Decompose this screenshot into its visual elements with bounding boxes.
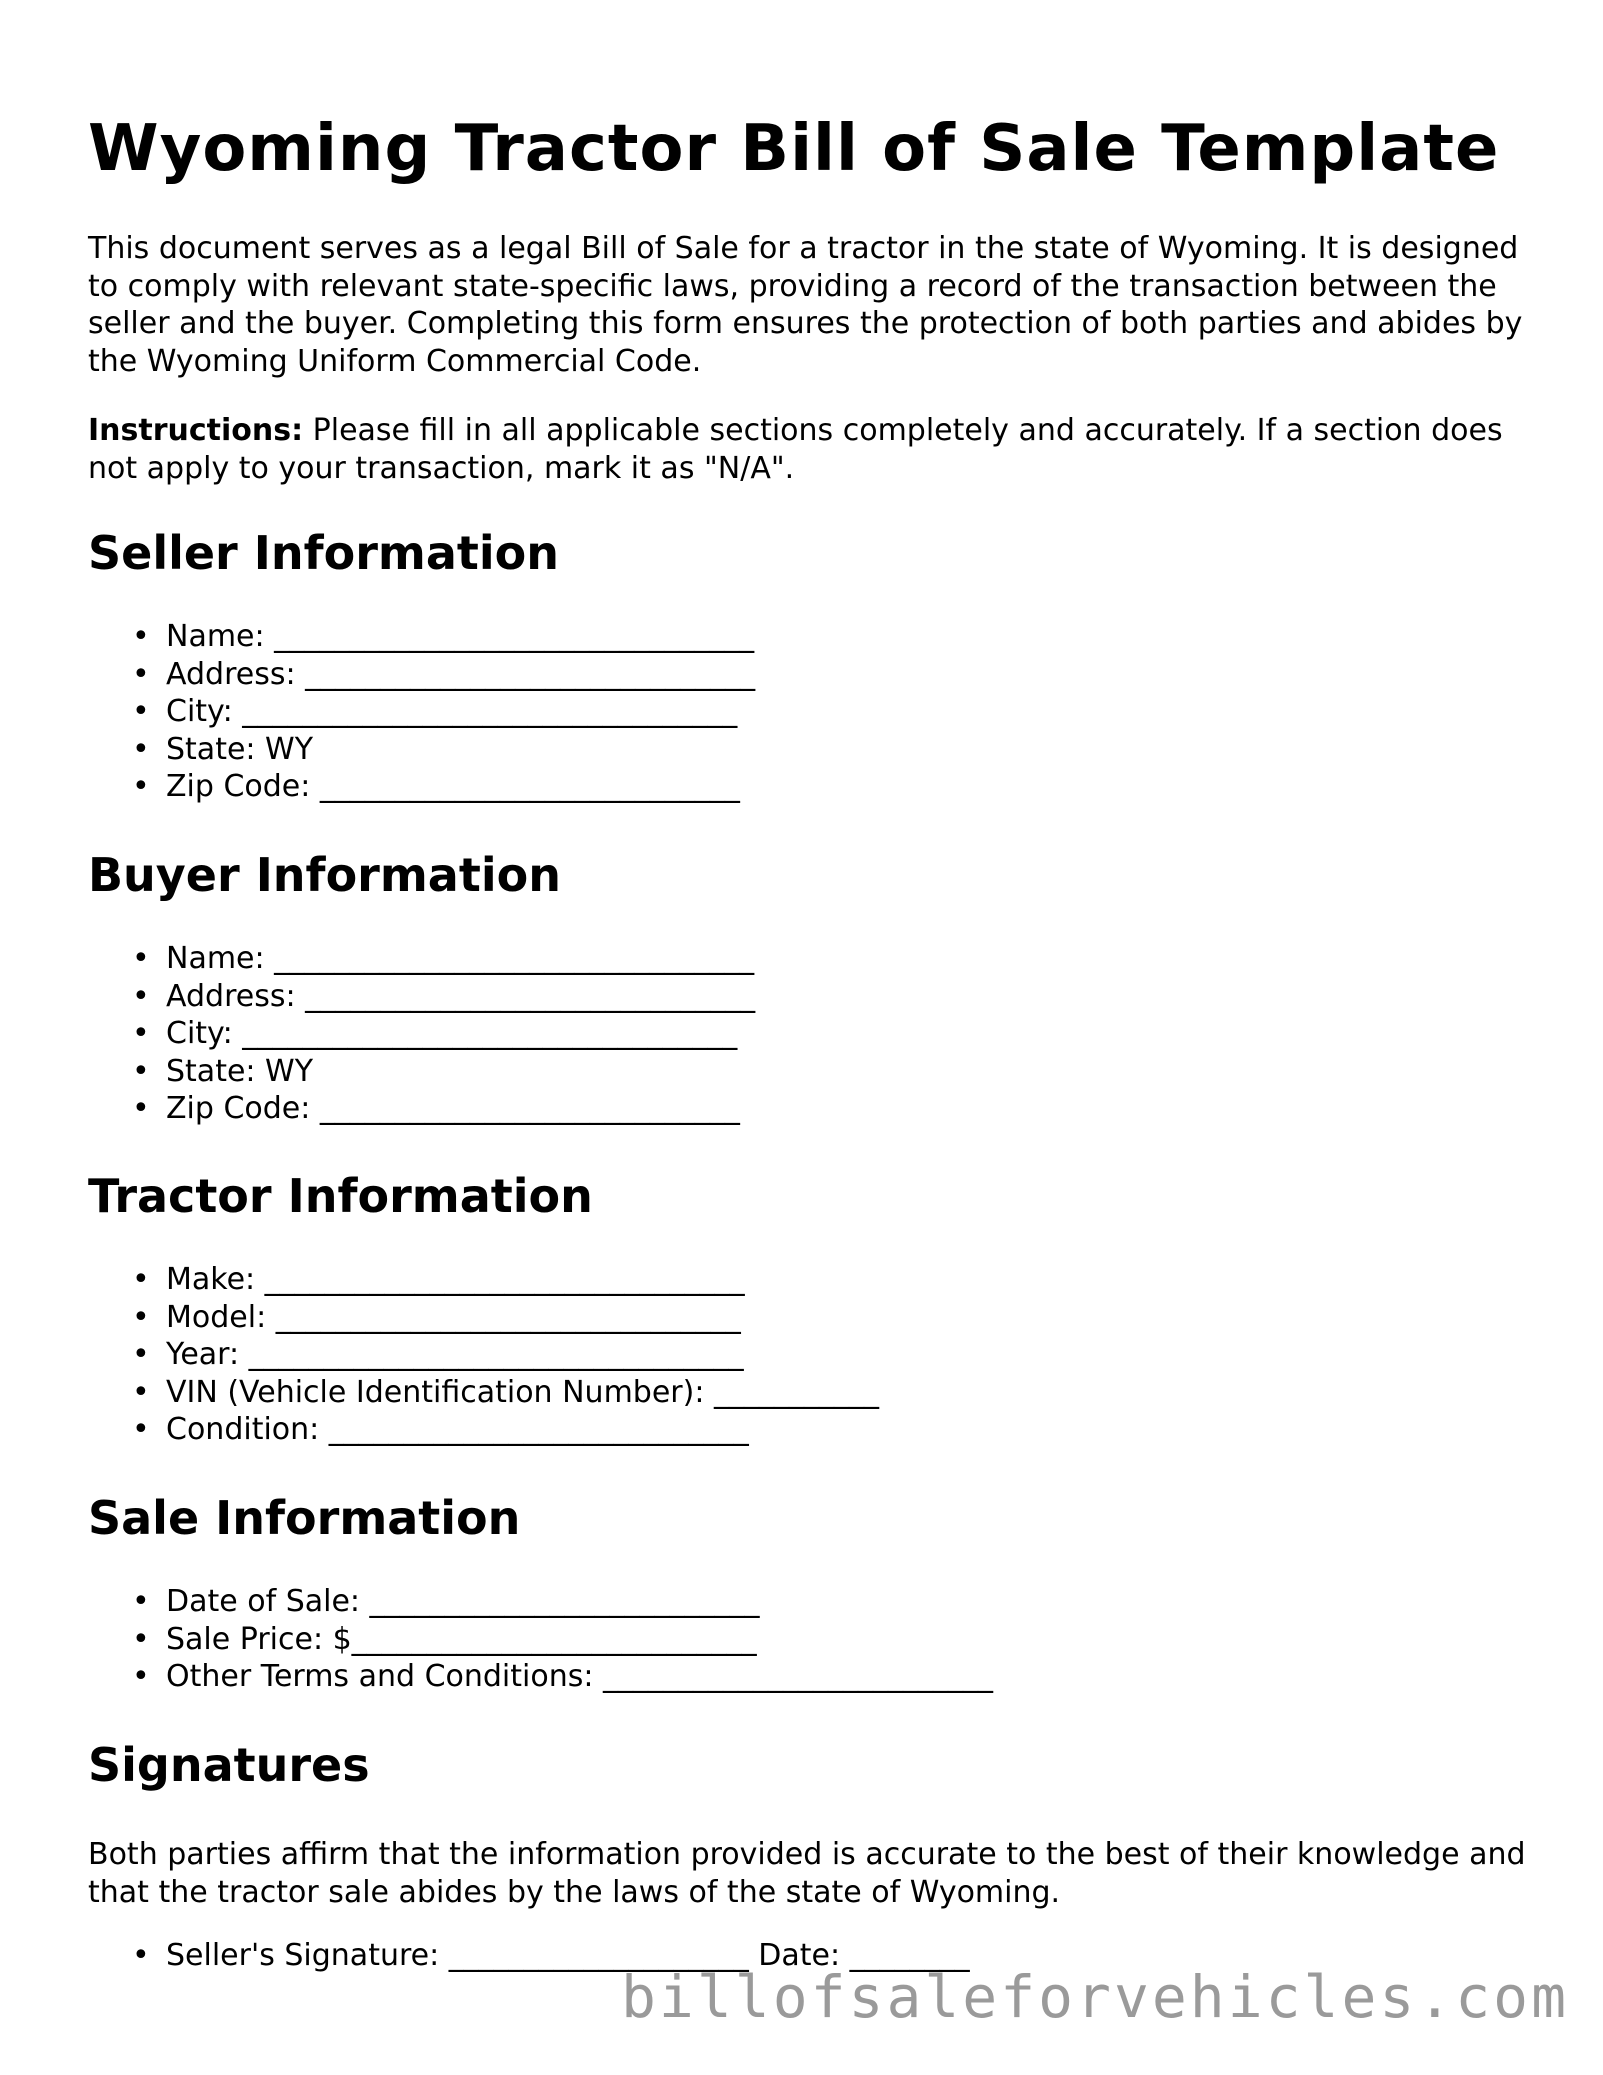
tractor-make-field[interactable]: • Make: ________________________________ bbox=[88, 1261, 879, 1299]
buyer-state-field: • State: WY bbox=[88, 1053, 755, 1091]
buyer-city-field[interactable]: • City: _________________________________ bbox=[88, 1015, 755, 1053]
sale-terms-field[interactable]: • Other Terms and Conditions: __________________________ bbox=[88, 1658, 993, 1696]
tractor-heading: Tractor Information bbox=[88, 1169, 593, 1223]
intro-paragraph: This document serves as a legal Bill of Sale for a tractor in the state of Wyoming. It is designed to comply with relevant state-specific laws, providing a record of the transaction between the seller and the buyer. Completing this form ensures the protection of both parties and abides by the Wyoming Uniform Commercial Code. bbox=[88, 231, 1523, 379]
sale-price-field[interactable]: • Sale Price: $___________________________ bbox=[88, 1621, 993, 1659]
seller-signature-field[interactable]: • Seller's Signature: ____________________ Date: ________ bbox=[88, 1937, 970, 1975]
seller-heading: Seller Information bbox=[88, 526, 560, 580]
tractor-vin-field[interactable]: • VIN (Vehicle Identification Number): ___________ bbox=[88, 1374, 879, 1412]
sale-date-field[interactable]: • Date of Sale: __________________________ bbox=[88, 1583, 993, 1621]
sale-list bbox=[88, 1583, 993, 1696]
tractor-model-field[interactable]: • Model: _______________________________ bbox=[88, 1299, 879, 1337]
tractor-year-field[interactable]: • Year: _________________________________ bbox=[88, 1336, 879, 1374]
watermark: billofsaleforvehicles.com bbox=[621, 1963, 1569, 2031]
signatures-paragraph: Both parties affirm that the information provided is accurate to the best of their knowledge and that the tractor sale abides by the laws of the state of Wyoming. bbox=[88, 1837, 1526, 1910]
buyer-list bbox=[88, 940, 755, 1128]
seller-list bbox=[88, 618, 755, 806]
tractor-condition-field[interactable]: • Condition: ____________________________ bbox=[88, 1411, 879, 1449]
sale-heading: Sale Information bbox=[88, 1491, 521, 1545]
instructions-text: Please fill in all applicable sections completely and accurately. If a section does not apply to your transaction, mark it as "N/A". bbox=[88, 413, 1503, 486]
signatures-heading: Signatures bbox=[88, 1738, 370, 1792]
seller-city-field[interactable]: • City: _________________________________ bbox=[88, 693, 755, 731]
buyer-heading: Buyer Information bbox=[88, 848, 561, 902]
buyer-zip-field[interactable]: • Zip Code: ____________________________ bbox=[88, 1090, 755, 1128]
buyer-address-field[interactable]: • Address: ______________________________ bbox=[88, 978, 755, 1016]
instructions-label: Instructions: bbox=[88, 413, 304, 448]
seller-name-field[interactable]: • Name: ________________________________ bbox=[88, 618, 755, 656]
document-title: Wyoming Tractor Bill of Sale Template bbox=[88, 112, 1500, 186]
tractor-list bbox=[88, 1261, 879, 1449]
seller-zip-field[interactable]: • Zip Code: ____________________________ bbox=[88, 768, 755, 806]
instructions-paragraph bbox=[88, 412, 1528, 487]
seller-state-field: • State: WY bbox=[88, 731, 755, 769]
seller-address-field[interactable]: • Address: ______________________________ bbox=[88, 656, 755, 694]
buyer-name-field[interactable]: • Name: ________________________________ bbox=[88, 940, 755, 978]
